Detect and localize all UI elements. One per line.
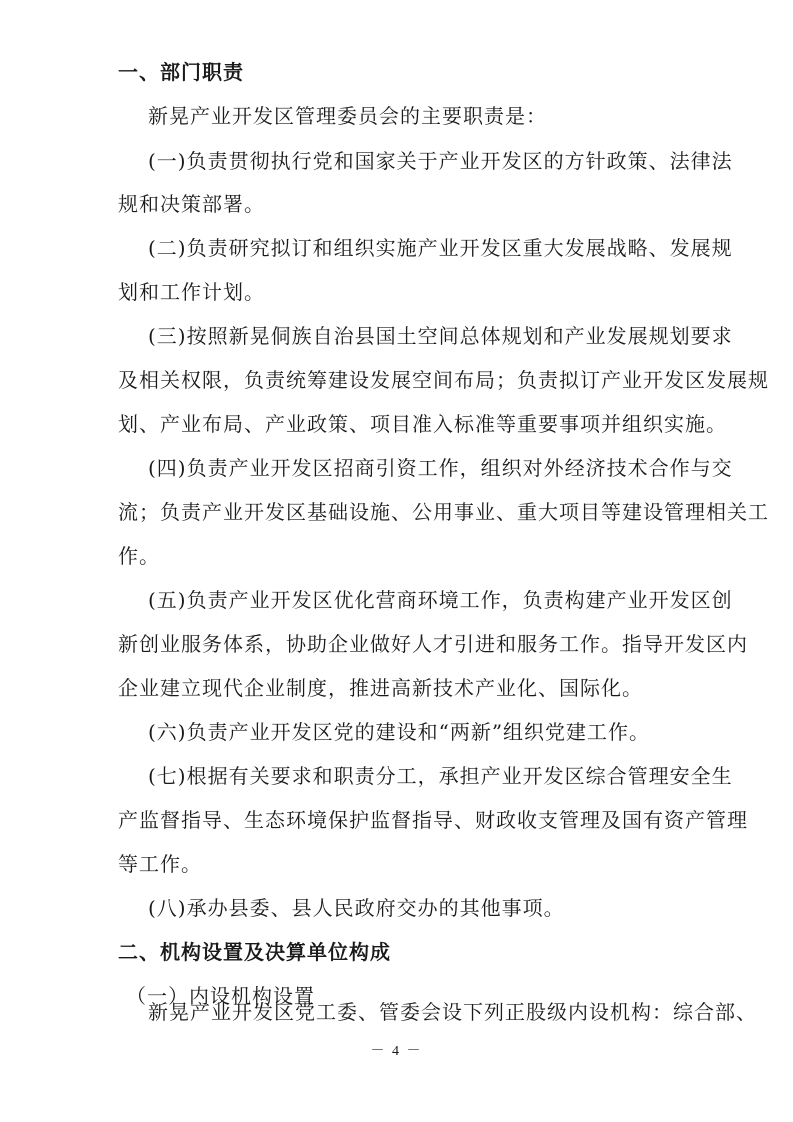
duty-3-line-2: 及相关权限，负责统筹建设发展空间布局；负责拟订产业开发区发展规 [118, 368, 769, 392]
duty-4-line-2: 流；负责产业开发区基础设施、公用事业、重大项目等建设管理相关工 [118, 500, 769, 524]
page-number: － 4 － [370, 1044, 423, 1059]
duty-5-line-2: 新创业服务体系，协助企业做好人才引进和服务工作。指导开发区内 [118, 632, 748, 656]
section-heading-organization: 二、机构设置及决算单位构成 [118, 940, 391, 964]
duty-3-line-3: 划、产业布局、产业政策、项目准入标准等重要事项并组织实施。 [118, 412, 727, 436]
duty-2-line-1: (二)负责研究拟订和组织实施产业开发区重大发展战略、发展规 [148, 236, 733, 260]
duty-4-line-1: (四)负责产业开发区招商引资工作，组织对外经济技术合作与交 [148, 456, 733, 480]
subheading-internal-structure: （一）内设机构设置 [126, 984, 315, 1008]
duty-5-line-1: (五)负责产业开发区优化营商环境工作，负责构建产业开发区创 [148, 588, 733, 612]
duty-3-line-1: (三)按照新晃侗族自治县国土空间总体规划和产业发展规划要求 [148, 324, 733, 348]
duty-4-line-3: 作。 [118, 544, 160, 568]
section-heading-duties: 一、部门职责 [118, 60, 244, 84]
duty-6-line-1: (六)负责产业开发区党的建设和“两新”组织党建工作。 [148, 720, 651, 744]
duty-1-line-2: 规和决策部署。 [118, 192, 265, 216]
duty-7-line-3: 等工作。 [118, 852, 202, 876]
duty-8-line-1: (八)承办县委、县人民政府交办的其他事项。 [148, 896, 565, 920]
duty-5-line-3: 企业建立现代企业制度，推进高新技术产业化、国际化。 [118, 676, 643, 700]
intro-paragraph: 新晃产业开发区管理委员会的主要职责是： [148, 104, 547, 128]
duty-7-line-1: (七)根据有关要求和职责分工，承担产业开发区综合管理安全生 [148, 764, 733, 788]
duty-7-line-2: 产监督指导、生态环境保护监督指导、财政收支管理及国有资产管理 [118, 808, 748, 832]
duty-2-line-2: 划和工作计划。 [118, 280, 265, 304]
duty-1-line-1: (一)负责贯彻执行党和国家关于产业开发区的方针政策、法律法 [148, 149, 733, 173]
organization-paragraph: 新晃产业开发区党工委、管委会设下列正股级内设机构：综合部、 [148, 1000, 757, 1024]
